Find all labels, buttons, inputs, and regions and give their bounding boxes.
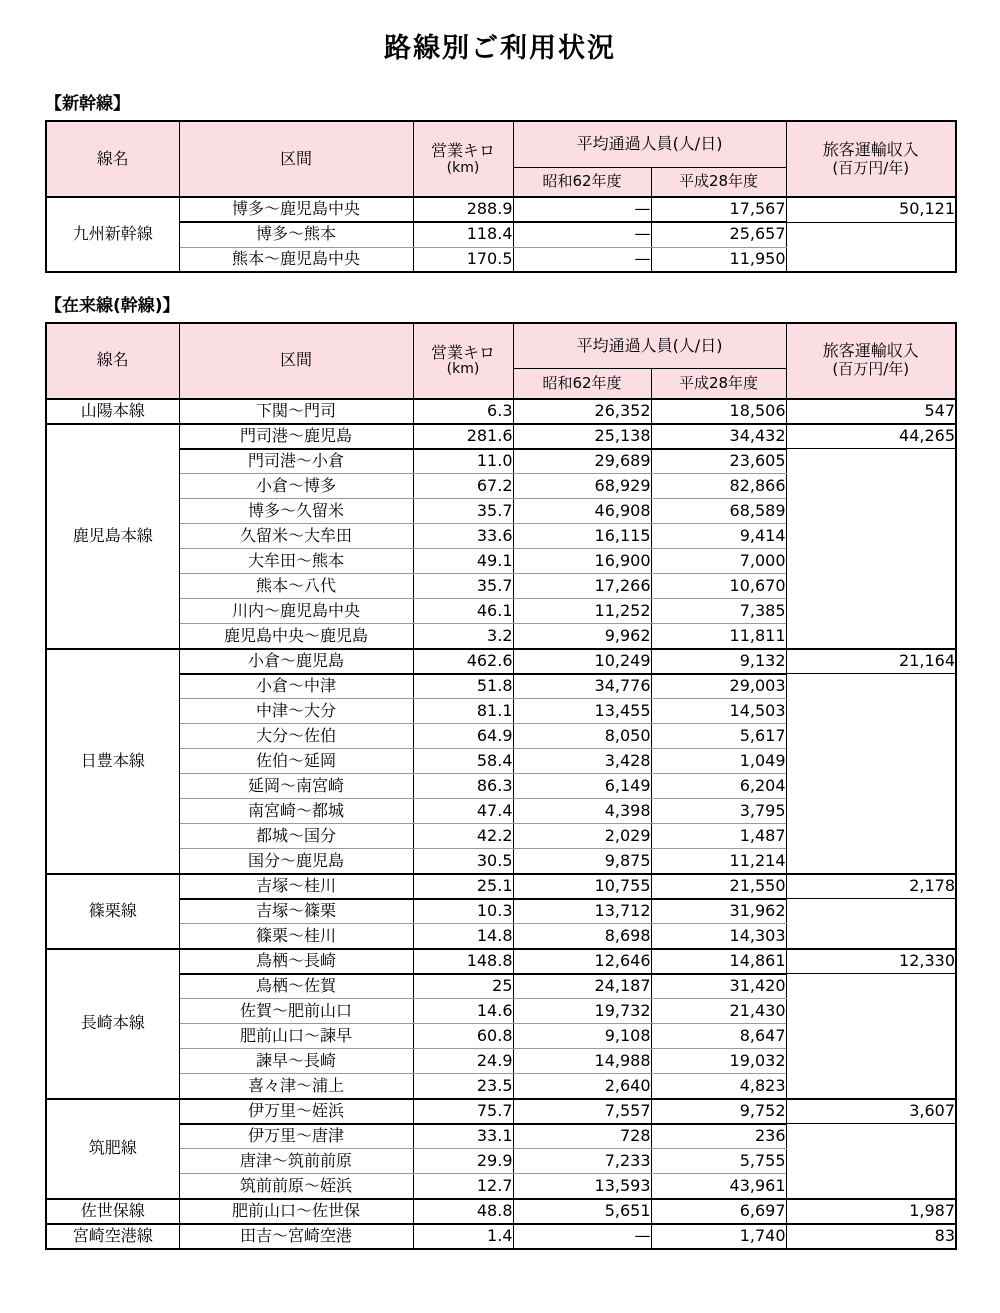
cell-operating-km: 6.3 [413,399,513,424]
cell-passengers-s62: 4,398 [513,799,651,824]
cell-operating-km: 170.5 [413,247,513,272]
cell-section: 門司港～鹿児島 [179,424,413,449]
cell-line-name: 長崎本線 [46,949,179,1099]
cell-section: 佐賀～肥前山口 [179,999,413,1024]
col-header-km [413,121,513,197]
cell-passengers-h28: 11,214 [651,849,786,874]
cell-passengers-s62: 9,108 [513,1024,651,1049]
table-shinkansen [45,120,957,273]
cell-line-name: 九州新幹線 [46,197,179,272]
cell-passengers-h28: 23,605 [651,449,786,474]
table-header-conventional [46,323,956,399]
cell-section: 鹿児島中央～鹿児島 [179,624,413,649]
cell-revenue: 44,265 [786,424,956,449]
cell-passengers-h28: 19,032 [651,1049,786,1074]
col-header-revenue-unit: (百万円/年) [832,360,910,379]
cell-passengers-h28: 11,950 [651,247,786,272]
cell-operating-km: 51.8 [413,674,513,699]
cell-operating-km: 30.5 [413,849,513,874]
col-header-km-unit: (km) [446,361,480,378]
cell-passengers-h28: 10,670 [651,574,786,599]
table-row [46,449,956,474]
cell-line-name: 山陽本線 [46,399,179,424]
cell-passengers-s62: 10,249 [513,649,651,674]
cell-passengers-s62: 19,732 [513,999,651,1024]
cell-passengers-s62: 12,646 [513,949,651,974]
cell-section: 門司港～小倉 [179,449,413,474]
cell-operating-km: 25.1 [413,874,513,899]
cell-revenue-empty [786,974,956,1099]
cell-section: 唐津～筑前前原 [179,1149,413,1174]
col-header-revenue [786,323,956,399]
cell-operating-km: 75.7 [413,1099,513,1124]
col-header-line-name: 線名 [46,121,179,197]
col-header-avg-passengers: 平均通過人員(人/日) [513,323,786,369]
cell-section: 肥前山口～佐世保 [179,1199,413,1224]
cell-section: 南宮崎～都城 [179,799,413,824]
cell-operating-km: 46.1 [413,599,513,624]
col-header-km-unit: (km) [446,159,480,176]
table-row [46,1224,956,1249]
table-row [46,1124,956,1149]
cell-passengers-s62: 10,755 [513,874,651,899]
cell-section: 肥前山口～諫早 [179,1024,413,1049]
table-conventional [45,322,957,1250]
cell-passengers-h28: 18,506 [651,399,786,424]
cell-operating-km: 29.9 [413,1149,513,1174]
cell-passengers-h28: 6,204 [651,774,786,799]
cell-passengers-h28: 5,617 [651,724,786,749]
cell-revenue-empty [786,899,956,949]
cell-passengers-s62: 16,900 [513,549,651,574]
table-header-shinkansen [46,121,956,197]
cell-operating-km: 48.8 [413,1199,513,1224]
cell-operating-km: 35.7 [413,499,513,524]
table-row [46,949,956,974]
cell-passengers-s62: 6,149 [513,774,651,799]
cell-operating-km: 118.4 [413,222,513,247]
cell-section: 鳥栖～長崎 [179,949,413,974]
cell-operating-km: 14.8 [413,924,513,949]
cell-passengers-h28: 5,755 [651,1149,786,1174]
cell-passengers-h28: 9,752 [651,1099,786,1124]
cell-passengers-h28: 3,795 [651,799,786,824]
cell-passengers-s62: 13,712 [513,899,651,924]
cell-section: 都城～国分 [179,824,413,849]
col-header-revenue-label: 旅客運輸収入 [822,341,919,361]
cell-operating-km: 49.1 [413,549,513,574]
cell-line-name: 日豊本線 [46,649,179,874]
cell-line-name: 篠栗線 [46,874,179,949]
cell-passengers-h28: 8,647 [651,1024,786,1049]
cell-section: 熊本～鹿児島中央 [179,247,413,272]
cell-passengers-s62: — [513,1224,651,1249]
cell-passengers-s62: 8,698 [513,924,651,949]
cell-operating-km: 25 [413,974,513,999]
section-label-conventional: 【在来線(幹線)】 [45,296,180,317]
cell-operating-km: 86.3 [413,774,513,799]
cell-passengers-s62: 5,651 [513,1199,651,1224]
cell-passengers-h28: 34,432 [651,424,786,449]
col-header-year-h28: 平成28年度 [651,167,786,197]
cell-revenue: 50,121 [786,197,956,222]
cell-section: 小倉～博多 [179,474,413,499]
table-row [46,222,956,247]
cell-passengers-s62: 25,138 [513,424,651,449]
section-label-shinkansen: 【新幹線】 [45,94,130,115]
cell-section: 小倉～鹿児島 [179,649,413,674]
cell-operating-km: 148.8 [413,949,513,974]
cell-section: 博多～鹿児島中央 [179,197,413,222]
col-header-year-s62: 昭和62年度 [513,167,651,197]
cell-passengers-s62: 7,557 [513,1099,651,1124]
col-header-revenue [786,121,956,197]
cell-revenue: 2,178 [786,874,956,899]
cell-passengers-s62: — [513,222,651,247]
cell-operating-km: 10.3 [413,899,513,924]
cell-revenue-empty [786,674,956,874]
cell-section: 大牟田～熊本 [179,549,413,574]
cell-operating-km: 67.2 [413,474,513,499]
cell-section: 伊万里～唐津 [179,1124,413,1149]
cell-section: 諫早～長崎 [179,1049,413,1074]
cell-section: 中津～大分 [179,699,413,724]
cell-section: 田吉～宮崎空港 [179,1224,413,1249]
cell-passengers-h28: 17,567 [651,197,786,222]
cell-passengers-s62: 9,962 [513,624,651,649]
cell-passengers-h28: 7,385 [651,599,786,624]
cell-revenue: 1,987 [786,1199,956,1224]
cell-passengers-s62: 9,875 [513,849,651,874]
table-row [46,1099,956,1124]
cell-passengers-h28: 11,811 [651,624,786,649]
table-row [46,424,956,449]
col-header-year-s62: 昭和62年度 [513,369,651,399]
cell-revenue: 547 [786,399,956,424]
cell-operating-km: 281.6 [413,424,513,449]
cell-section: 鳥栖～佐賀 [179,974,413,999]
cell-section: 久留米～大牟田 [179,524,413,549]
cell-revenue: 12,330 [786,949,956,974]
cell-passengers-s62: 8,050 [513,724,651,749]
cell-section: 筑前前原～姪浜 [179,1174,413,1199]
cell-passengers-s62: 728 [513,1124,651,1149]
cell-revenue: 3,607 [786,1099,956,1124]
cell-section: 小倉～中津 [179,674,413,699]
cell-line-name: 鹿児島本線 [46,424,179,649]
cell-passengers-h28: 1,487 [651,824,786,849]
cell-passengers-s62: — [513,197,651,222]
cell-passengers-h28: 9,414 [651,524,786,549]
cell-passengers-h28: 9,132 [651,649,786,674]
cell-revenue-empty [786,449,956,649]
cell-operating-km: 64.9 [413,724,513,749]
cell-passengers-s62: 68,929 [513,474,651,499]
cell-section: 延岡～南宮崎 [179,774,413,799]
cell-passengers-s62: 26,352 [513,399,651,424]
cell-operating-km: 35.7 [413,574,513,599]
cell-passengers-h28: 21,550 [651,874,786,899]
table-body-shinkansen [46,197,956,272]
cell-operating-km: 42.2 [413,824,513,849]
col-header-avg-passengers: 平均通過人員(人/日) [513,121,786,167]
cell-passengers-s62: 29,689 [513,449,651,474]
cell-section: 喜々津～浦上 [179,1074,413,1099]
cell-operating-km: 81.1 [413,699,513,724]
cell-passengers-h28: 1,049 [651,749,786,774]
col-header-km-label: 営業キロ [430,140,495,160]
cell-passengers-h28: 68,589 [651,499,786,524]
cell-revenue-empty [786,222,956,272]
cell-operating-km: 11.0 [413,449,513,474]
cell-operating-km: 24.9 [413,1049,513,1074]
cell-passengers-s62: 46,908 [513,499,651,524]
cell-section: 大分～佐伯 [179,724,413,749]
cell-passengers-s62: 11,252 [513,599,651,624]
cell-passengers-h28: 29,003 [651,674,786,699]
cell-section: 下関～門司 [179,399,413,424]
col-header-section: 区間 [179,323,413,399]
cell-passengers-s62: 2,640 [513,1074,651,1099]
cell-section: 博多～熊本 [179,222,413,247]
cell-passengers-s62: 2,029 [513,824,651,849]
cell-passengers-h28: 4,823 [651,1074,786,1099]
col-header-revenue-unit: (百万円/年) [832,158,910,177]
cell-operating-km: 23.5 [413,1074,513,1099]
cell-section: 国分～鹿児島 [179,849,413,874]
cell-revenue-empty [786,1124,956,1199]
cell-operating-km: 288.9 [413,197,513,222]
cell-passengers-h28: 31,420 [651,974,786,999]
cell-passengers-s62: 34,776 [513,674,651,699]
page-title: 路線別ご利用状況 [384,33,616,64]
cell-passengers-s62: 3,428 [513,749,651,774]
cell-operating-km: 462.6 [413,649,513,674]
cell-operating-km: 58.4 [413,749,513,774]
cell-revenue: 21,164 [786,649,956,674]
table-row [46,974,956,999]
col-header-year-h28: 平成28年度 [651,369,786,399]
cell-passengers-h28: 31,962 [651,899,786,924]
cell-passengers-h28: 7,000 [651,549,786,574]
cell-operating-km: 3.2 [413,624,513,649]
cell-operating-km: 1.4 [413,1224,513,1249]
cell-passengers-h28: 236 [651,1124,786,1149]
col-header-km-label: 営業キロ [430,342,495,362]
col-header-line-name: 線名 [46,323,179,399]
cell-passengers-h28: 14,503 [651,699,786,724]
cell-section: 篠栗～桂川 [179,924,413,949]
cell-line-name: 宮崎空港線 [46,1224,179,1249]
col-header-section: 区間 [179,121,413,197]
cell-revenue: 83 [786,1224,956,1249]
cell-operating-km: 12.7 [413,1174,513,1199]
cell-passengers-s62: 24,187 [513,974,651,999]
cell-passengers-s62: 13,455 [513,699,651,724]
cell-passengers-h28: 82,866 [651,474,786,499]
cell-passengers-s62: 16,115 [513,524,651,549]
cell-passengers-h28: 43,961 [651,1174,786,1199]
cell-operating-km: 47.4 [413,799,513,824]
cell-section: 吉塚～桂川 [179,874,413,899]
table-row [46,874,956,899]
cell-passengers-h28: 14,303 [651,924,786,949]
cell-operating-km: 60.8 [413,1024,513,1049]
cell-passengers-s62: — [513,247,651,272]
cell-section: 熊本～八代 [179,574,413,599]
cell-section: 川内～鹿児島中央 [179,599,413,624]
cell-operating-km: 33.1 [413,1124,513,1149]
cell-operating-km: 14.6 [413,999,513,1024]
cell-passengers-h28: 6,697 [651,1199,786,1224]
table-row [46,649,956,674]
cell-passengers-h28: 21,430 [651,999,786,1024]
cell-section: 伊万里～姪浜 [179,1099,413,1124]
cell-line-name: 筑肥線 [46,1099,179,1199]
table-row [46,899,956,924]
col-header-km [413,323,513,399]
cell-passengers-s62: 14,988 [513,1049,651,1074]
col-header-revenue-label: 旅客運輸収入 [822,139,919,159]
cell-passengers-s62: 17,266 [513,574,651,599]
table-row [46,674,956,699]
cell-operating-km: 33.6 [413,524,513,549]
table-body-conventional [46,399,956,1249]
cell-passengers-s62: 13,593 [513,1174,651,1199]
table-row [46,197,956,222]
cell-section: 吉塚～篠栗 [179,899,413,924]
cell-passengers-h28: 14,861 [651,949,786,974]
table-row [46,399,956,424]
cell-section: 佐伯～延岡 [179,749,413,774]
cell-passengers-s62: 7,233 [513,1149,651,1174]
cell-passengers-h28: 1,740 [651,1224,786,1249]
cell-passengers-h28: 25,657 [651,222,786,247]
cell-section: 博多～久留米 [179,499,413,524]
cell-line-name: 佐世保線 [46,1199,179,1224]
table-row [46,1199,956,1224]
